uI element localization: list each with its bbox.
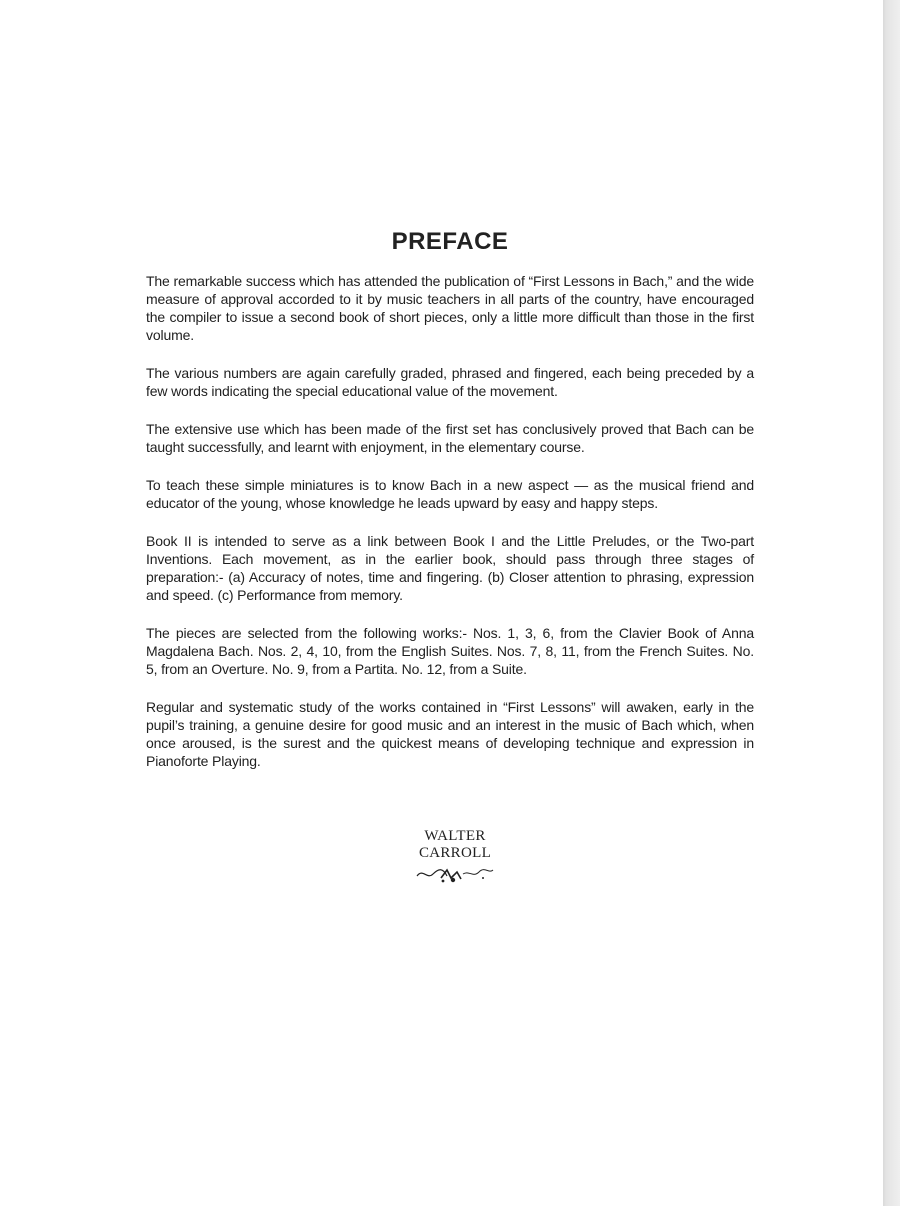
paragraph-success: The remarkable success which has attended the publication of “First Lessons in Bach,” and the wide measure of approval accorded to it by music teachers in all parts of the country, have encouraged the compiler to issue a second book of short pieces, only a little more difficult than those in the first volume. (146, 273, 754, 343)
paragraph-book-ii: Book II is intended to serve as a link between Book I and the Little Preludes, or the Two-part Inventions. Each movement, as in the earlier book, should pass through three stages of preparation:- (a) Accuracy of notes, time and fingering. (b) Closer attention to phrasing, expression and speed. (c) Performance from memory. (146, 533, 754, 603)
signature-logo (400, 828, 510, 884)
signature-last-name: CARROLL (418, 845, 492, 861)
page-title: PREFACE (391, 228, 509, 256)
paragraph-regular-study: Regular and systematic study of the works contained in “First Lessons” will awaken, early in the pupil’s training, a genuine desire for good music and an interest in the music of Bach which, when once aroused, is the surest and the quickest means of developing technique and expression in Pianoforte Playing. (146, 699, 754, 769)
preface-body (146, 272, 754, 790)
paragraph-sources: The pieces are selected from the following works:- Nos. 1, 3, 6, from the Clavier Book of Anna Magdalena Bach. Nos. 2, 4, 10, from the English Suites. Nos. 7, 8, 11, from the French Suites. No. 5, from an Overture. No. 9, from a Partita. No. 12, from a Suite. (146, 625, 754, 677)
signature-first-name: WALTER (424, 828, 486, 844)
paragraph-grading: The various numbers are again carefully graded, phrased and fingered, each being preceded by a few words indicating the special educational value of the movement. (146, 365, 754, 399)
signature-flourish-icon (413, 864, 497, 884)
page-edge-shadow (883, 0, 900, 1206)
paragraph-miniatures: To teach these simple miniatures is to know Bach in a new aspect — as the musical friend and educator of the young, whose knowledge he leads upward by easy and happy steps. (146, 477, 754, 511)
paragraph-extensive-use: The extensive use which has been made of the first set has conclusively proved that Bach can be taught successfully, and learnt with enjoyment, in the elementary course. (146, 421, 754, 455)
